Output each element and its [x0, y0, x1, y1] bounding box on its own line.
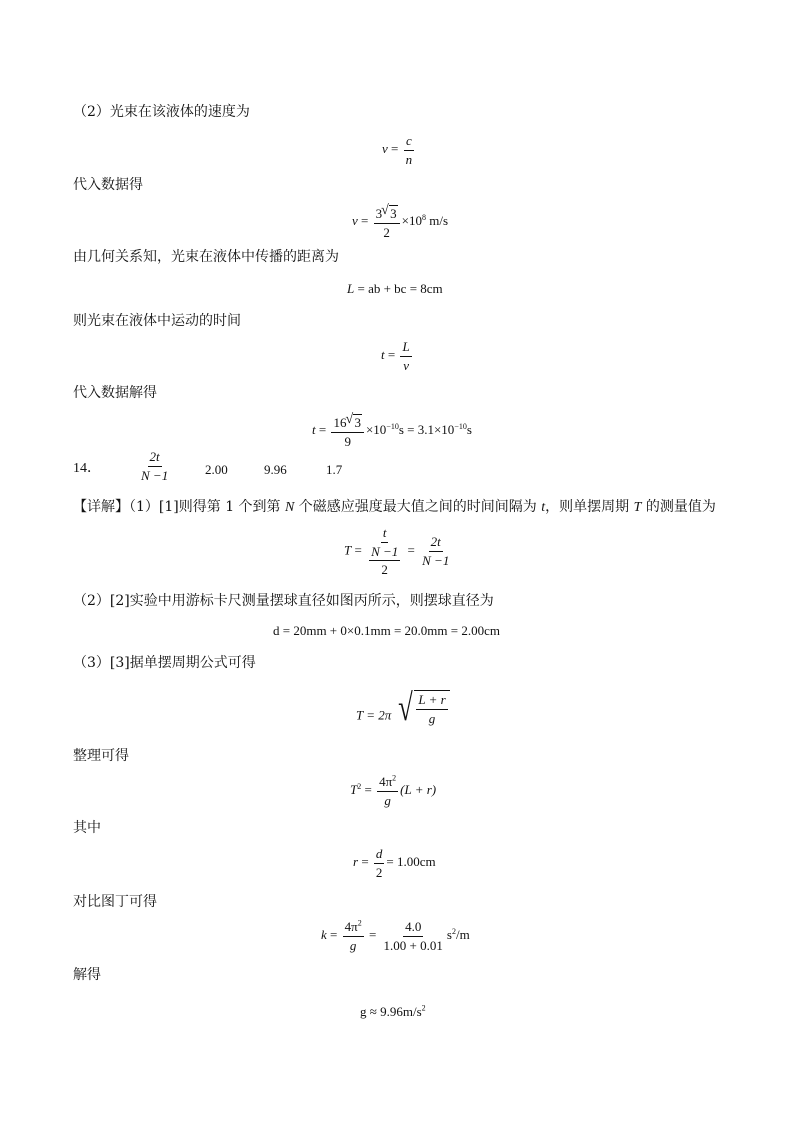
- text-result-intro: 解得: [73, 967, 101, 983]
- text-solve: 代入数据解得: [73, 385, 157, 401]
- text-detail: 【详解】（1）[1]则得第 1 个到第 N 个磁感应强度最大值之间的时间间隔为 t，则单摆周期 T 的测量值为: [73, 499, 716, 515]
- text-compare: 对比图丁可得: [73, 894, 157, 910]
- text-substitute: 代入数据得: [73, 177, 143, 193]
- result-value: g ≈ 9.96m/s: [360, 1004, 422, 1019]
- text-vernier: （2）[2]实验中用游标卡尺测量摆球直径如图丙所示，则摆球直径为: [73, 593, 494, 609]
- equation-speed-value: v = 3 √ 3 2 $\times 10^8$ m/s: [352, 203, 449, 240]
- answer-14-1: $\frac{2t}{N -1}$: [141, 449, 169, 483]
- equation-diameter: d = 20mm + 0×0.1mm = 20.0mm = 2.00cm: [273, 623, 500, 638]
- equation-pendulum-formula: T = 2π √ $\frac{L + r}{g}$: [356, 690, 450, 725]
- text-where: 其中: [73, 820, 101, 836]
- text-geometry: 由几何关系知，光束在液体中传播的距离为: [73, 249, 339, 265]
- equation-slope: k = $\frac{4\pi^2}{g}$ = $\frac{4.0}{1.00 + 0.01}$ $s^2/m$: [321, 918, 470, 953]
- answer-14-4: 1.7: [326, 462, 343, 477]
- text-time-intro: 则光束在液体中运动的时间: [73, 313, 241, 329]
- equation-time: t = $\frac{L}{v}$: [381, 339, 410, 373]
- equation-period: T = $\frac{t}{\frac{N -1}{2}}$ = $\frac{2t}{N -1}$: [344, 525, 450, 578]
- answer-14-3: 9.96: [264, 462, 287, 477]
- equation-distance: L = ab + bc = 8cm: [347, 281, 443, 296]
- equation-result: $g \approx 9.96m/s^2$: [360, 1003, 426, 1019]
- equation-radius: r = $\frac{d}{2}$ = 1.00cm: [353, 846, 436, 880]
- answer-14-2: 2.00: [205, 462, 228, 477]
- text-speed-intro: （2）光束在该液体的速度为: [73, 104, 250, 120]
- var-v: v: [382, 141, 388, 157]
- question-14-number: 14．: [73, 461, 101, 476]
- text-formula-intro: （3）[3]据单摆周期公式可得: [73, 655, 256, 671]
- text-rearrange: 整理可得: [73, 748, 129, 764]
- equation-speed: v = $\frac{c}{n}$: [382, 133, 413, 167]
- equation-time-value: t = 16 √ 3 9 $\times 10^{-10}s = 3.1\times 10^{-10}s$: [312, 412, 472, 449]
- equation-rearranged: $T^2$ = $\frac{4\pi^2}{g}$ (L + r): [350, 773, 437, 808]
